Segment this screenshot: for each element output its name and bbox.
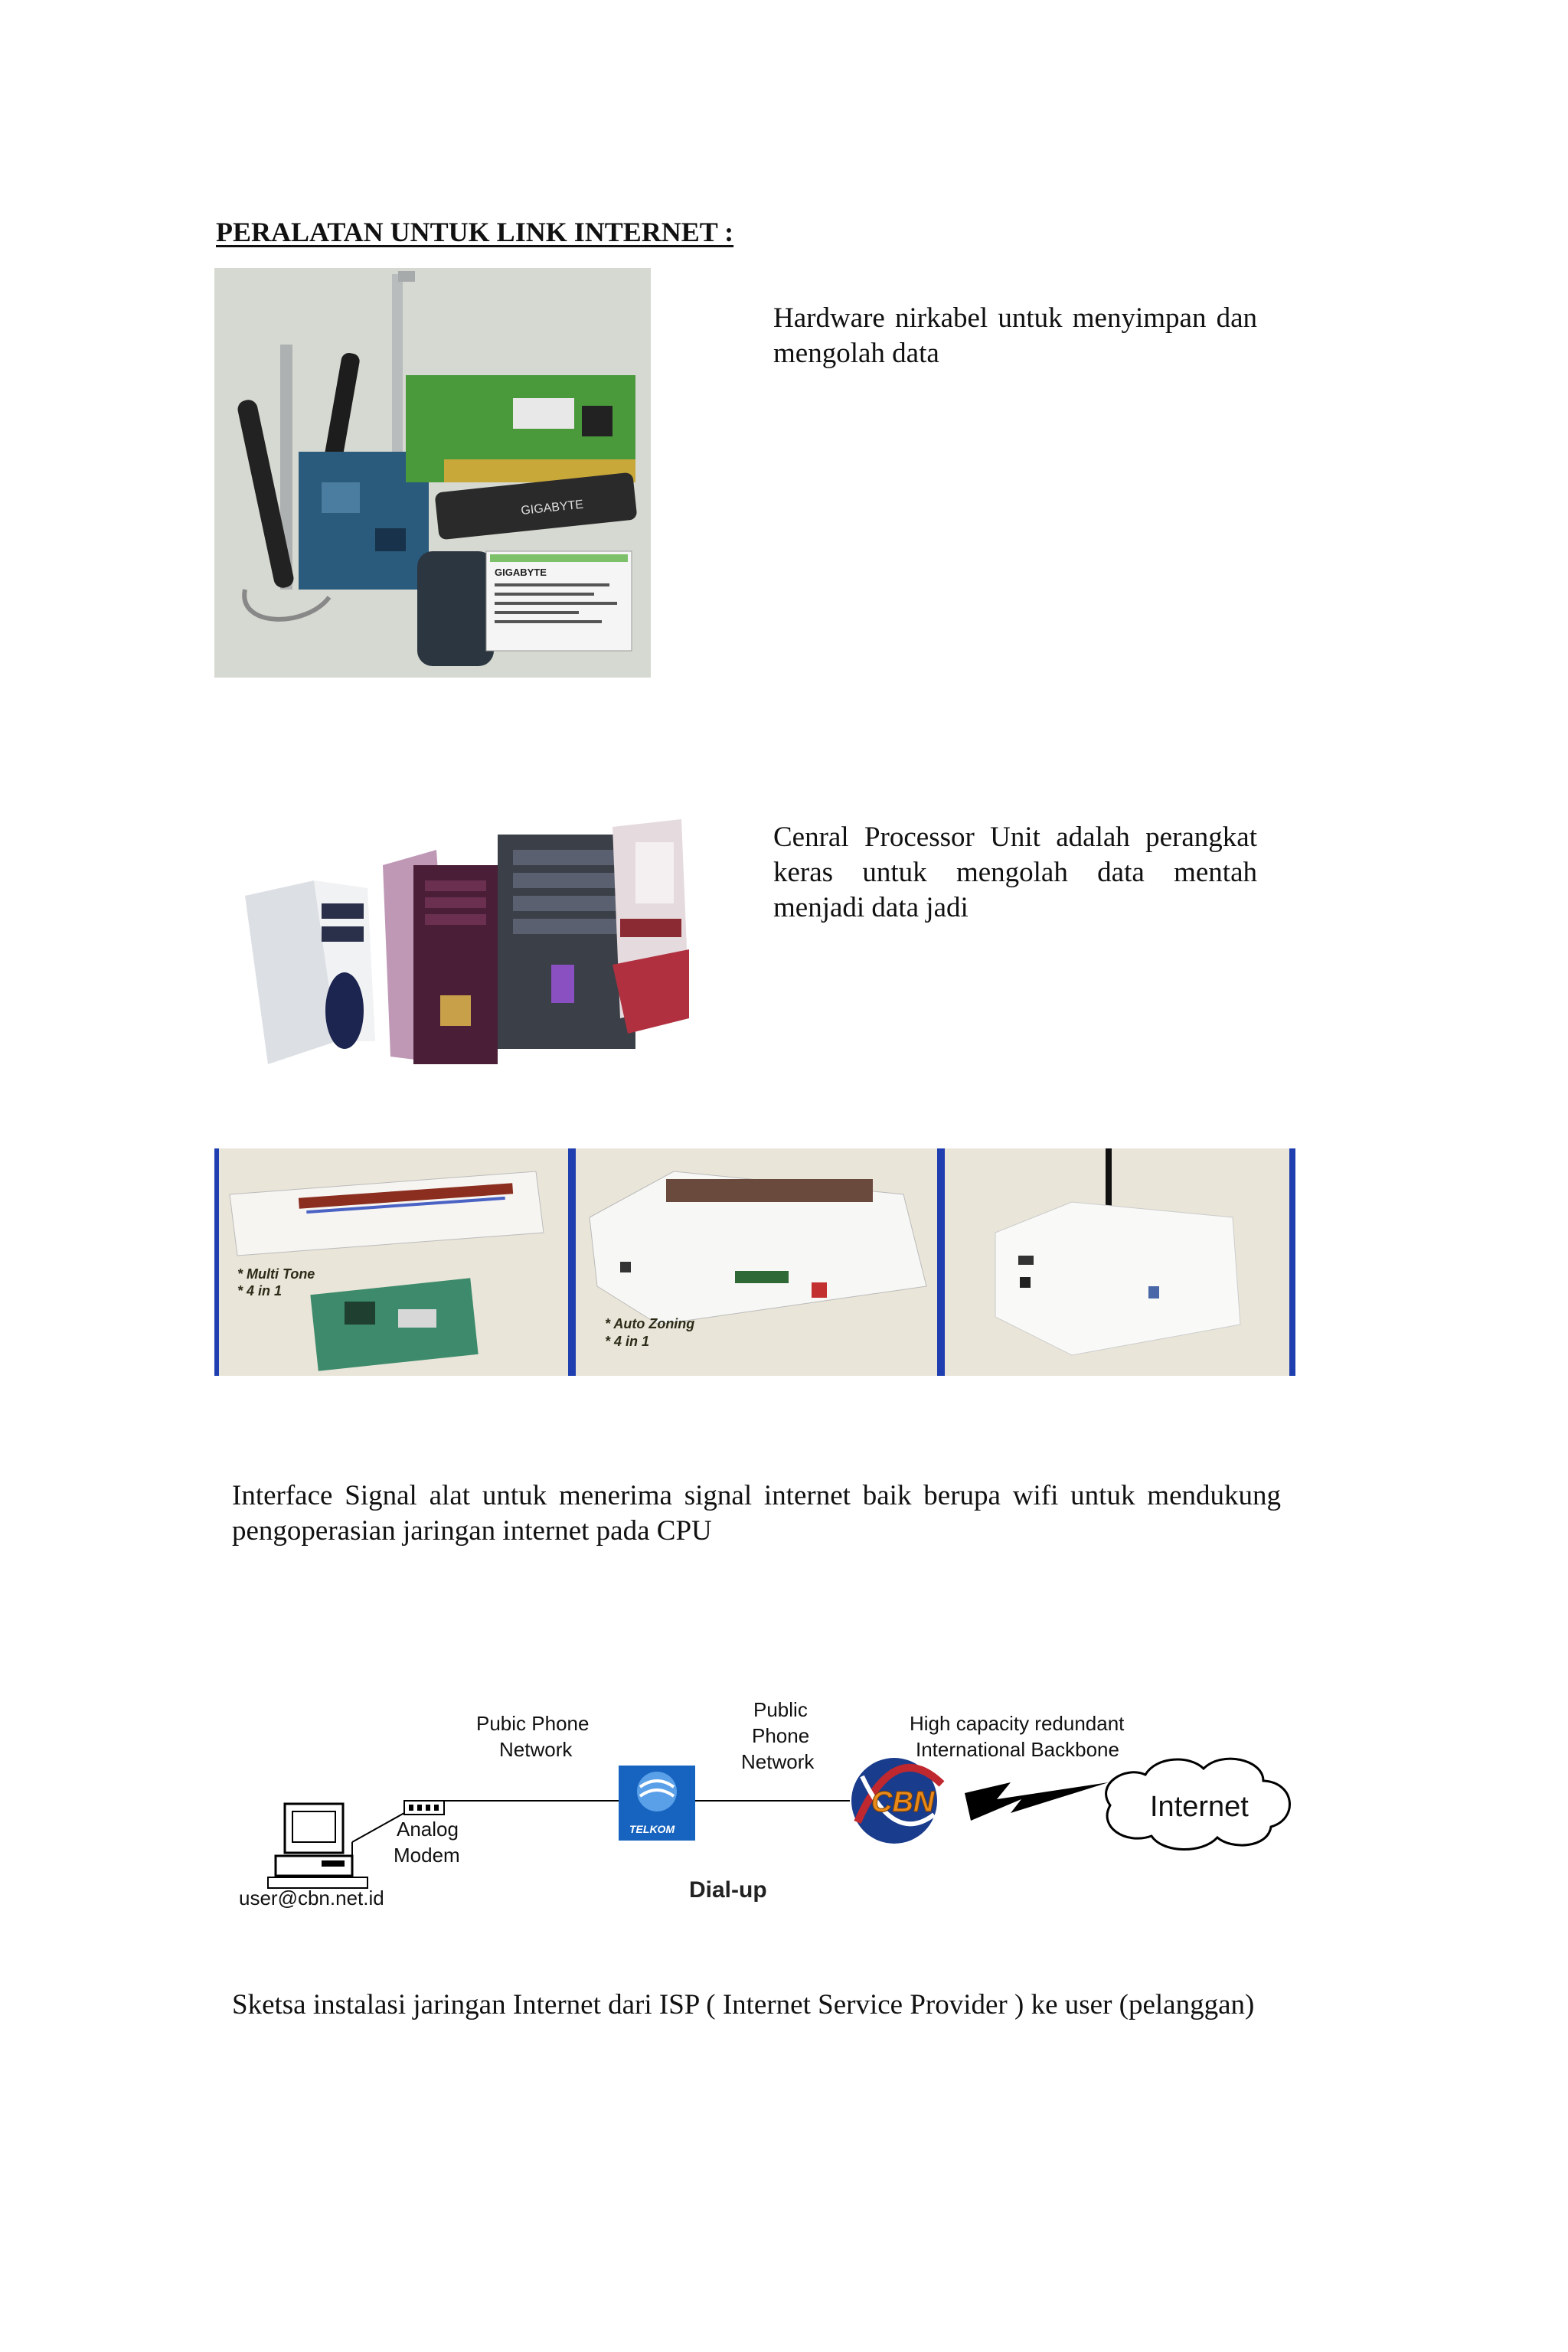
public-phone-label-line2: Phone <box>752 1724 810 1747</box>
pubic-phone-label-line1: Pubic Phone <box>476 1712 590 1735</box>
telkom-logo-icon <box>619 1766 695 1841</box>
lightning-link-icon <box>965 1782 1109 1821</box>
user-email-label: user@cbn.net.id <box>239 1886 384 1909</box>
panel2-bullet-1: * Auto Zoning <box>605 1316 695 1331</box>
public-phone-label-line3: Network <box>741 1750 815 1773</box>
network-diagram <box>230 1692 1302 1922</box>
cbn-logo-icon <box>851 1758 942 1844</box>
modem-panels-photo <box>214 1148 1295 1376</box>
modem-icon <box>404 1801 444 1815</box>
internet-cloud-icon <box>1106 1759 1290 1849</box>
modem-label-line2: Modem <box>394 1844 460 1867</box>
backbone-label-line1: High capacity redundant <box>910 1712 1125 1735</box>
wireless-hardware-photo <box>214 268 651 678</box>
dialup-label: Dial-up <box>689 1877 767 1903</box>
cpu-towers-photo <box>222 812 697 1080</box>
panel1-bullet-1: * Multi Tone <box>237 1266 315 1282</box>
pubic-phone-label-line2: Network <box>499 1738 573 1761</box>
modem-label-line1: Analog <box>397 1818 459 1841</box>
internet-label: Internet <box>1150 1791 1249 1823</box>
mini-pci-brand-label: GIGABYTE <box>495 567 547 578</box>
usb-brand-label: GIGABYTE <box>520 498 584 518</box>
interface-signal-caption: Interface Signal alat untuk menerima signal internet baik berupa wifi untuk mendukung pengoperasian jaringan internet pada CPU <box>232 1480 1281 1547</box>
panel1-bullet-2: * 4 in 1 <box>237 1283 283 1298</box>
page-title: PERALATAN UNTUK LINK INTERNET : <box>216 217 734 247</box>
public-phone-label-line1: Public <box>753 1698 808 1721</box>
telkom-label: TELKOM <box>629 1823 675 1835</box>
cpu-caption: Cenral Processor Unit adalah perangkat keras untuk mengolah data mentah menjadi data jadi <box>773 822 1257 923</box>
wireless-hardware-caption: Hardware nirkabel untuk menyimpan dan mengolah data <box>773 302 1257 369</box>
backbone-label-line2: International Backbone <box>916 1738 1119 1761</box>
cbn-label: CBN <box>871 1786 935 1818</box>
panel2-bullet-2: * 4 in 1 <box>605 1334 650 1349</box>
network-sketch-caption: Sketsa instalasi jaringan Internet dari ISP ( Internet Service Provider ) ke user (pelanggan) <box>232 1989 1255 2020</box>
